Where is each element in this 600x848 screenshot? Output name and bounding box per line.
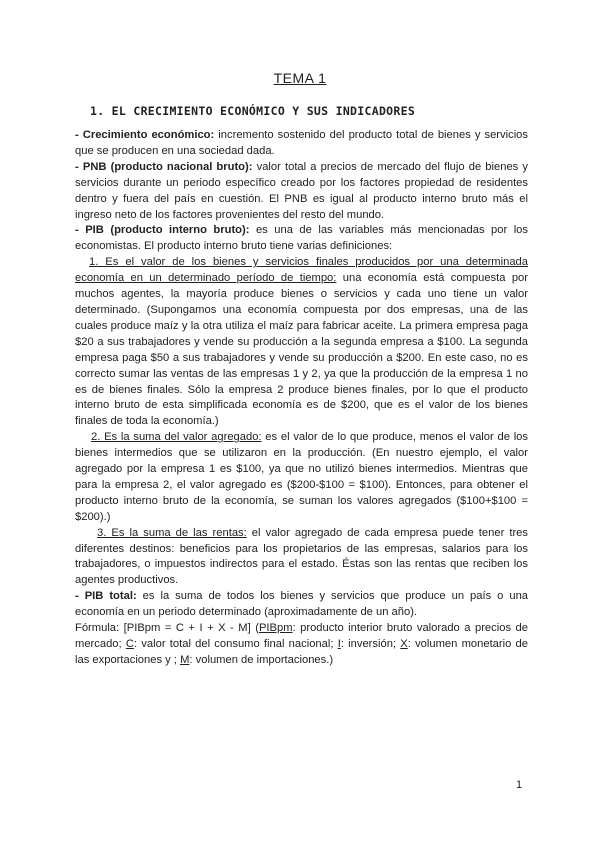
formula-pibpm: PIBpm bbox=[258, 622, 293, 635]
formula-m-text: : volumen de importaciones.) bbox=[189, 653, 334, 666]
paragraph-pib-total bbox=[75, 589, 528, 621]
text-pib-total: es la suma de todos los bienes y servicios que produce un país o una economía en un periodo determinado (aproximadamente de un año). bbox=[75, 590, 529, 619]
paragraph-definition-3 bbox=[75, 526, 528, 590]
paragraph-crecimiento bbox=[75, 128, 528, 160]
formula-i-text: : inversión; bbox=[340, 638, 401, 650]
text-pnb: valor total a precios de mercado del flujo de bienes y servicios durante un periodo específico creado por los factores propiedad de residentes dentro y fuera del país en cuestión. El PNB es igual al producto interno bruto más el ingreso neto de los factores provenientes del resto del mundo. bbox=[75, 160, 529, 221]
formula-lead: Fórmula: [PIBpm = C + I + X - M] ( bbox=[75, 622, 259, 635]
page-number: 1 bbox=[516, 779, 523, 791]
text-pib: es una de las variables más mencionadas por los economistas. El producto interno bruto tiene varias definiciones: bbox=[75, 224, 529, 253]
paragraph-pib bbox=[75, 223, 528, 255]
formula-x-text: : volumen monetario de las exportaciones y ; bbox=[75, 638, 529, 666]
formula-i: I bbox=[337, 638, 341, 650]
definition-1-heading: 1. Es el valor de los bienes y servicios finales producidos por una determinada economía en un determinado período de tiempo: bbox=[75, 256, 528, 285]
term-pnb: - PNB (producto nacional bruto): bbox=[75, 160, 253, 173]
formula-c: C bbox=[125, 638, 134, 650]
term-pib-total: - PIB total: bbox=[75, 590, 137, 603]
formula-c-text: : valor total del consumo final nacional; bbox=[133, 638, 338, 650]
term-crecimiento: - Crecimiento económico: bbox=[75, 129, 215, 141]
definition-2-heading: 2. Es la suma del valor agregado: bbox=[91, 431, 262, 444]
definition-3-text: el valor agregado de cada empresa puede tener tres diferentes destinos: beneficios para los propietarios de las empresas, salarios para los trabajadores, o impuestos indirectos para el estado. Éstas son las rentas que reciben los agentes productivos. bbox=[75, 526, 528, 587]
paragraph-definition-1 bbox=[75, 255, 528, 430]
paragraph-pnb bbox=[75, 160, 528, 224]
formula-pibpm-text: : producto interior bruto valorado a precios de mercado; bbox=[75, 622, 528, 650]
term-pib: - PIB (producto interno bruto): bbox=[75, 224, 250, 237]
formula-m: M bbox=[180, 653, 190, 666]
definition-2-text: es el valor de lo que produce, menos el valor de los bienes intermedios que se utilizaron en la producción. (En nuestro ejemplo, el valor agregado por la empresa 1 es $100, ya que no utilizó bienes intermedios. Mientras que para la empresa 2, el valor agregado es ($200-$100 = $100). Entonces, para obtener el producto interno bruto de la economía, se suman los valores agregados ($100+$100 = $200).) bbox=[75, 431, 528, 523]
paragraph-formula bbox=[75, 621, 528, 669]
formula-x: X bbox=[400, 638, 408, 650]
page-title: TEMA 1 bbox=[273, 70, 327, 86]
text-crecimiento: incremento sostenido del producto total de bienes y servicios que se producen en una sociedad dada. bbox=[75, 129, 528, 157]
definition-3-heading: 3. Es la suma de las rentas: bbox=[97, 526, 247, 539]
paragraph-definition-2 bbox=[75, 430, 528, 525]
document-body bbox=[75, 128, 528, 669]
section-heading: 1. EL CRECIMIENTO ECONÓMICO Y SUS INDICADORES bbox=[90, 104, 416, 118]
definition-1-text: una economía está compuesta por muchos agentes, la mayoría produce bienes o servicios y cada uno tiene un valor determinado. (Supongamos una economía compuesta por dos empresas, una de las cuales produce maíz y la otra utiliza el maíz para fabricar aceite. La primera empresa paga $20 a sus trabajadores y vende su producción a la segunda empresa a $100. La segunda empresa paga $50 a sus trabajadores y vende su producción a $200. En este caso, no es correcto sumar las ventas de las empresas 1 y 2, ya que la producción de la empresa 1 no es de bienes finales. Sólo la empresa 2 produce bienes finales, por lo que el producto interno bruto de esta simplificada economía es de $200, que es el valor de los bienes finales de toda la economía.) bbox=[75, 272, 528, 428]
